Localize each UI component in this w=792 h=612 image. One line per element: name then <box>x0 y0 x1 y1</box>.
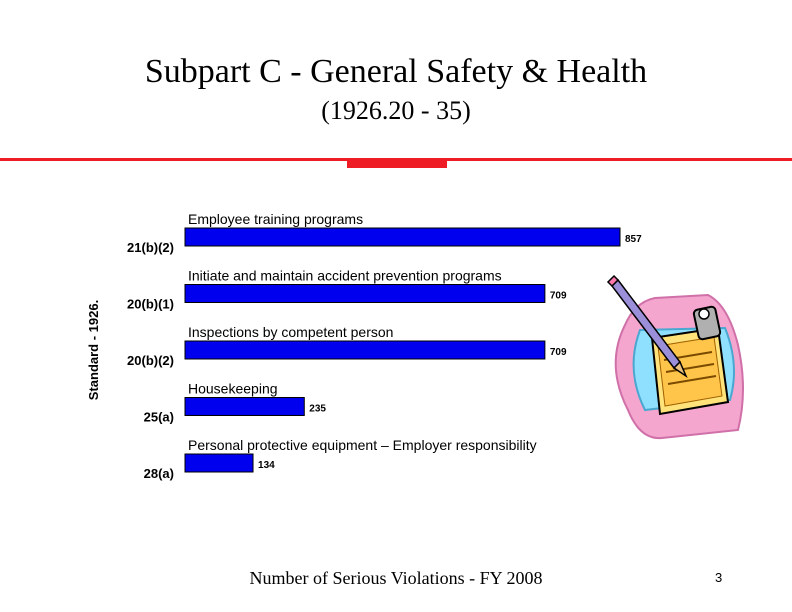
bar-description: Initiate and maintain accident prevention programs <box>188 267 502 284</box>
y-axis-label: Standard - 1926. <box>86 299 101 401</box>
page-number: 3 <box>715 570 723 585</box>
bar-description: Employee training programs <box>188 211 364 227</box>
slide-subtitle: (1926.20 - 35) <box>321 96 471 125</box>
bar <box>185 228 620 246</box>
x-axis-label: Number of Serious Violations - FY 2008 <box>249 568 543 588</box>
bar <box>185 454 253 472</box>
data-label: 709 <box>549 347 567 358</box>
category-label: 20(b)(1) <box>127 296 174 312</box>
data-label: 709 <box>549 290 567 302</box>
bar <box>185 341 545 359</box>
data-label: 235 <box>309 403 326 415</box>
category-label: 28(a) <box>143 466 174 481</box>
category-label: 21(b)(2) <box>127 240 174 255</box>
bar <box>185 285 545 303</box>
data-label: 857 <box>625 234 642 245</box>
clipboard-with-pencil-icon <box>600 270 750 460</box>
category-label: 25(a) <box>143 409 174 425</box>
slide-title: Subpart C - General Safety & Health <box>144 53 648 90</box>
data-label: 134 <box>258 460 275 471</box>
bar <box>185 398 304 416</box>
bar-description: Inspections by competent person <box>188 324 394 340</box>
bar-description: Housekeeping <box>188 380 278 397</box>
category-label: 20(b)(2) <box>127 353 174 368</box>
bar-description: Personal protective equipment – Employer responsibility <box>188 437 537 453</box>
